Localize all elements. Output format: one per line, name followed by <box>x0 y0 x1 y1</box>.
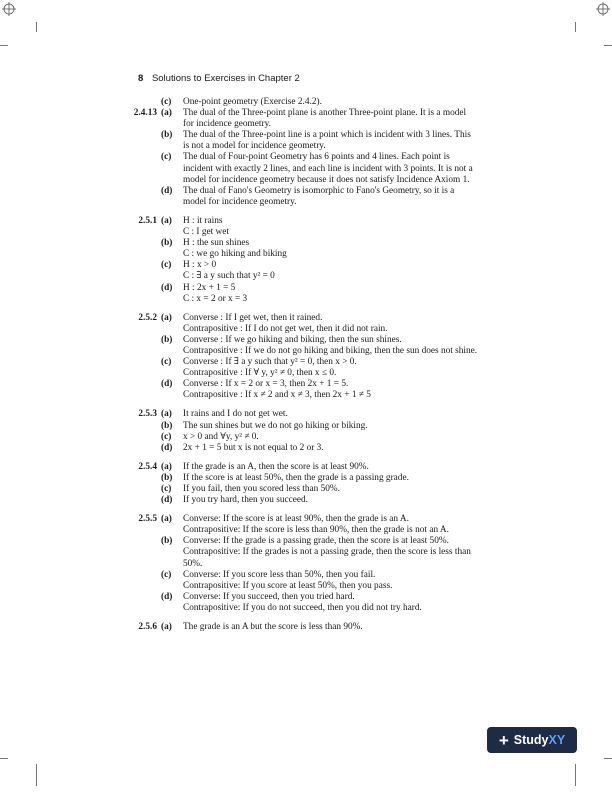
crop-mark <box>36 22 37 32</box>
solutions-content <box>115 97 525 633</box>
part-label: (b) <box>161 130 173 141</box>
exercise-part <box>115 421 525 432</box>
text-line: for incidence geometry. <box>183 119 271 130</box>
logo-xy-text: XY <box>548 733 566 747</box>
part-label: (a) <box>161 409 172 420</box>
crop-mark <box>36 764 37 786</box>
exercise-part <box>115 335 525 357</box>
text-line: is not a model for incidence geometry. <box>183 141 326 152</box>
exercise-number: 2.5.5 <box>138 514 157 525</box>
text-line: Converse : If we go hiking and biking, then the sun shines. <box>183 334 402 345</box>
part-label: (d) <box>161 379 173 390</box>
crop-mark <box>575 22 576 32</box>
crop-mark <box>604 758 612 759</box>
crop-mark <box>0 45 8 46</box>
crop-mark <box>575 764 576 786</box>
part-label: (a) <box>161 108 172 119</box>
text-line: The dual of the Three-point plane is another Three-point plane. It is a model <box>183 108 467 119</box>
exercise-block <box>115 622 525 633</box>
exercise-number: 2.4.13 <box>133 108 157 119</box>
exercise-part <box>115 283 525 305</box>
text-line: The grade is an A but the score is less than 90%. <box>183 622 363 633</box>
part-label: (a) <box>161 461 172 472</box>
part-label: (d) <box>161 282 173 293</box>
exercise-number: 2.5.1 <box>138 215 157 226</box>
text-line: Converse : If ∃ a y such that y² = 0, then x > 0. <box>183 357 357 368</box>
text-line: C : we go hiking and biking <box>183 249 287 260</box>
text-line: H : x > 0 <box>183 260 217 271</box>
text-line: C : I get wet <box>183 227 229 238</box>
text-line: C : ∃ a y such that y² = 0 <box>183 271 275 282</box>
exercise-block <box>115 108 525 208</box>
exercise-block <box>115 409 525 453</box>
exercise-part <box>115 432 525 443</box>
text-line: H : 2x + 1 = 5 <box>183 282 236 293</box>
part-label: (a) <box>161 215 172 226</box>
crop-mark <box>0 758 8 759</box>
part-label: (c) <box>161 357 172 368</box>
text-line: Contrapositive: If the score is less than 90%, then the grade is not an A. <box>183 525 449 536</box>
registration-mark-top-right <box>596 2 610 16</box>
logo-study-text: Study <box>513 733 549 747</box>
exercise-number: 2.5.4 <box>138 461 157 472</box>
text-line: One-point geometry (Exercise 2.4.2). <box>183 97 322 107</box>
text-line: Contrapositive : If x ≠ 2 and x ≠ 3, then 2x + 1 ≠ 5 <box>183 390 371 401</box>
part-label: (c) <box>161 152 172 163</box>
crop-mark <box>604 45 612 46</box>
text-line: 50%. <box>183 558 203 569</box>
exercise-part <box>115 152 525 185</box>
exercise-part <box>115 622 525 633</box>
text-line: C : x = 2 or x = 3 <box>183 293 248 304</box>
studyxy-logo <box>487 727 577 753</box>
exercise-part <box>115 357 525 379</box>
text-line: incident with exactly 2 lines, and each line is incident with 3 points. It is not a <box>183 163 473 174</box>
exercise-part <box>115 514 525 536</box>
exercise-part <box>115 238 525 260</box>
exercise-part <box>115 592 525 614</box>
exercise-block <box>115 313 525 402</box>
exercise-part <box>115 495 525 506</box>
page-title: Solutions to Exercises in Chapter 2 <box>151 73 300 84</box>
text-line: The dual of Four-point Geometry has 6 points and 4 lines. Each point is <box>183 152 450 163</box>
part-label: (b) <box>161 536 173 547</box>
part-label: (d) <box>161 591 173 602</box>
exercise-part <box>115 108 525 130</box>
text-line: Contrapositive: If the grades is not a passing grade, then the score is less than <box>183 547 471 558</box>
exercise-part <box>115 216 525 238</box>
exercise-part <box>115 443 525 454</box>
part-label: (c) <box>161 484 172 494</box>
text-line: H : the sun shines <box>183 238 250 249</box>
exercise-part <box>115 186 525 208</box>
text-line: model for incidence geometry because it does not satisfy Incidence Axiom 1. <box>183 174 470 185</box>
exercise-part <box>115 130 525 152</box>
text-line: Converse: If you succeed, then you tried hard. <box>183 591 355 602</box>
text-line: The dual of the Three-point line is a point which is incident with 3 lines. This <box>183 130 471 141</box>
exercise-number: 2.5.6 <box>138 622 157 633</box>
exercise-part <box>115 409 525 420</box>
part-label: (a) <box>161 622 172 633</box>
exercise-part <box>115 313 525 335</box>
part-label: (a) <box>161 312 172 323</box>
text-line: Converse: If the score is at least 90%, then the grade is an A. <box>183 514 409 525</box>
plus-icon: + <box>498 730 509 750</box>
text-line: Converse : If I get wet, then it rained. <box>183 312 323 323</box>
text-line: Contrapositive: If you do not succeed, then you did not try hard. <box>183 602 422 613</box>
text-line: Converse : If x = 2 or x = 3, then 2x + 1 = 5. <box>183 379 349 390</box>
text-line: The sun shines but we do not go hiking or biking. <box>183 420 368 431</box>
text-line: Contrapositive : If ∀ y, y² ≠ 0, then x ≤ 0. <box>183 368 337 379</box>
text-line: 2x + 1 = 5 but x is not equal to 2 or 3. <box>183 442 324 453</box>
text-line: Contrapositive : If I do not get wet, then it did not rain. <box>183 323 388 334</box>
exercise-part <box>115 536 525 569</box>
exercise-part <box>115 97 525 108</box>
part-label: (d) <box>161 442 173 453</box>
part-label: (d) <box>161 495 173 506</box>
text-line: If the score is at least 50%, then the grade is a passing grade. <box>183 472 409 483</box>
part-label: (b) <box>161 334 173 345</box>
text-line: If you try hard, then you succeed. <box>183 495 308 506</box>
part-label: (b) <box>161 472 173 483</box>
exercise-block <box>115 514 525 614</box>
text-line: Converse: If you score less than 50%, then you fail. <box>183 569 376 580</box>
part-label: (d) <box>161 185 173 196</box>
text-line: It rains and I do not get wet. <box>183 409 288 420</box>
text-line: Converse: If the grade is a passing grade, then the score is at least 50%. <box>183 536 449 547</box>
exercise-part <box>115 462 525 473</box>
part-label: (b) <box>161 420 173 431</box>
exercise-part <box>115 570 525 592</box>
part-label: (b) <box>161 238 173 249</box>
text-line: H : it rains <box>183 215 223 226</box>
page-number: 8 <box>138 73 144 84</box>
exercise-block <box>115 97 525 108</box>
registration-mark-top-left <box>2 2 16 16</box>
part-label: (c) <box>161 260 172 271</box>
exercise-number: 2.5.2 <box>138 312 157 323</box>
exercise-part <box>115 484 525 495</box>
exercise-part <box>115 473 525 484</box>
exercise-block <box>115 216 525 305</box>
part-label: (a) <box>161 514 172 525</box>
exercise-part <box>115 260 525 282</box>
text-line: Contrapositive: If you score at least 50%, then you pass. <box>183 580 393 591</box>
text-line: x > 0 and ∀y, y² ≠ 0. <box>183 431 259 442</box>
page-header <box>138 73 300 84</box>
text-line: model for incidence geometry. <box>183 196 297 207</box>
text-line: If the grade is an A, then the score is at least 90%. <box>183 461 369 472</box>
part-label: (c) <box>161 97 172 107</box>
exercise-number: 2.5.3 <box>138 409 157 420</box>
text-line: If you fail, then you scored less than 50%. <box>183 484 340 494</box>
part-label: (c) <box>161 431 172 442</box>
exercise-part <box>115 379 525 401</box>
part-label: (c) <box>161 569 172 580</box>
text-line: The dual of Fano's Geometry is isomorphic to Fano's Geometry, so it is a <box>183 185 455 196</box>
exercise-block <box>115 462 525 506</box>
text-line: Contrapositive : If we do not go hiking and biking, then the sun does not shine. <box>183 345 478 356</box>
